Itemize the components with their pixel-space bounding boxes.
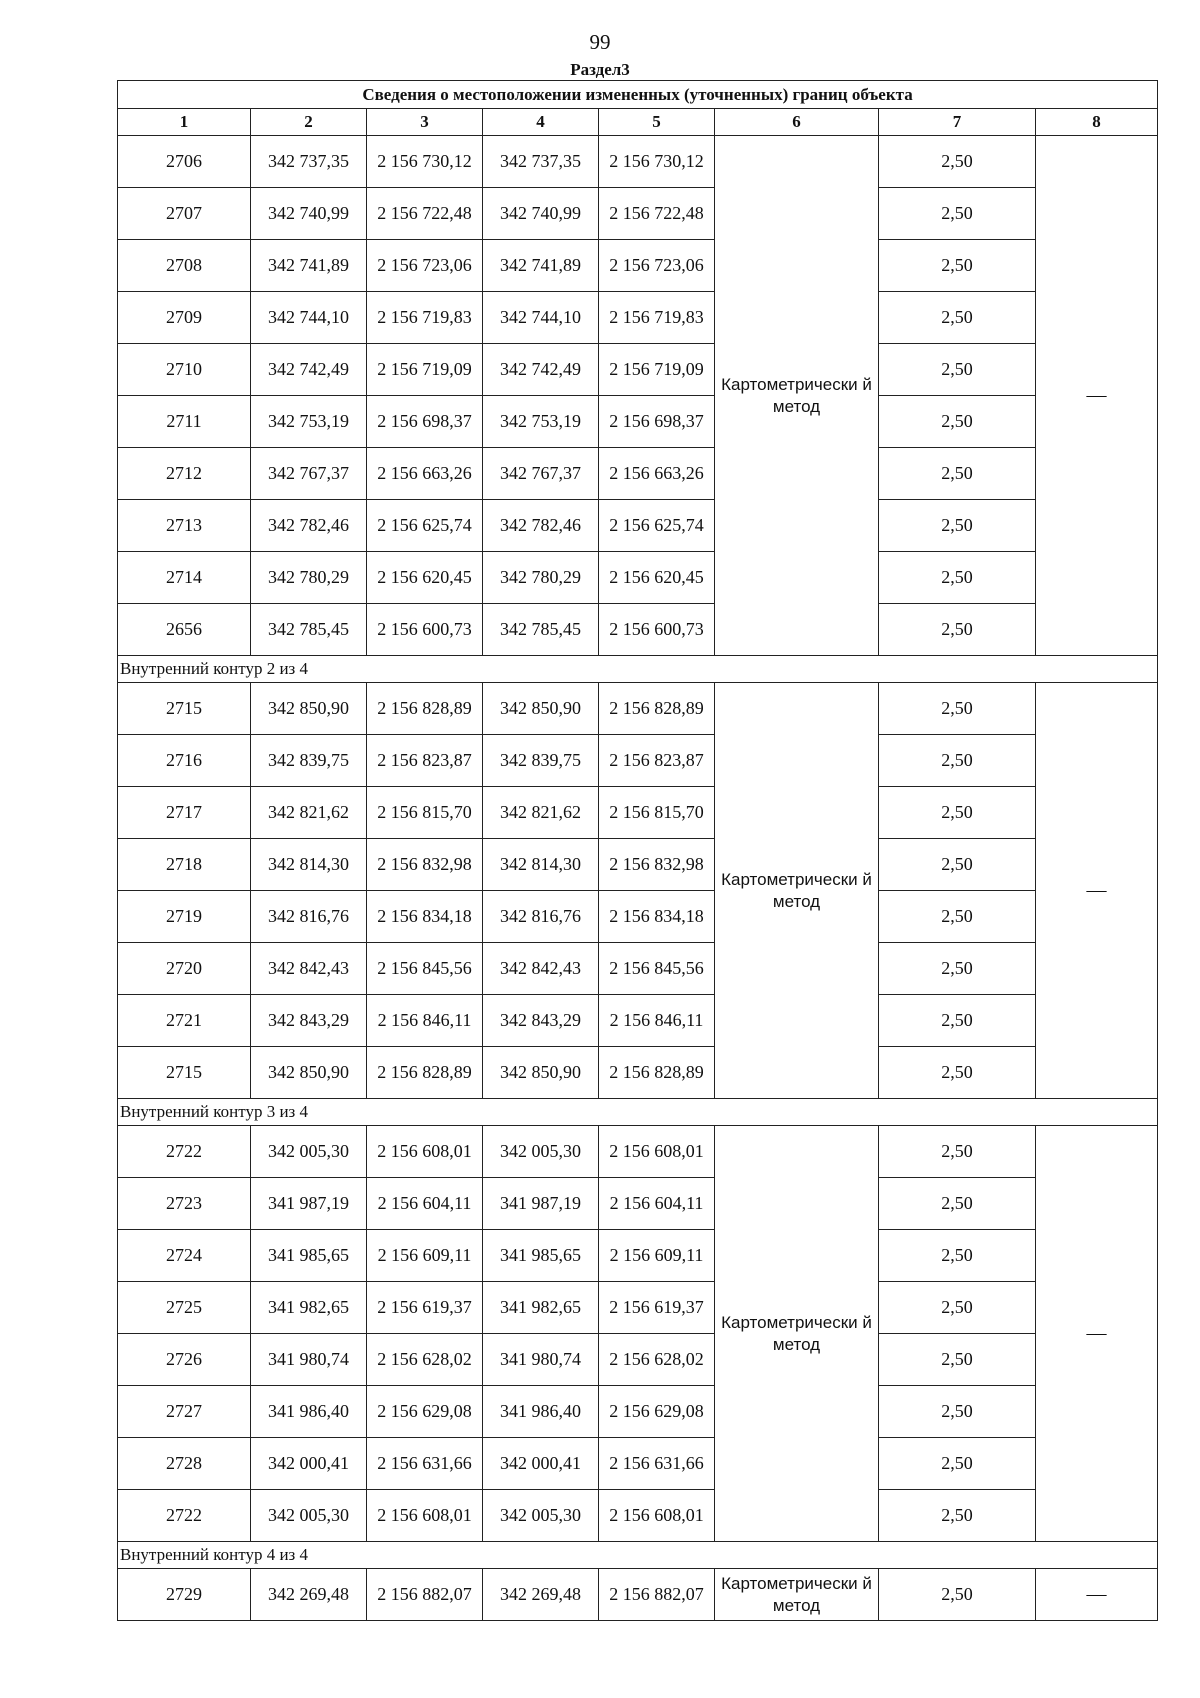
x-old-cell: 342 843,29 xyxy=(251,995,367,1047)
y-new-cell: 2 156 620,45 xyxy=(599,552,715,604)
y-new-cell: 2 156 828,89 xyxy=(599,683,715,735)
y-old-cell: 2 156 823,87 xyxy=(367,735,483,787)
x-new-cell: 342 850,90 xyxy=(483,683,599,735)
accuracy-cell: 2,50 xyxy=(879,448,1036,500)
y-new-cell: 2 156 663,26 xyxy=(599,448,715,500)
x-old-cell: 342 782,46 xyxy=(251,500,367,552)
column-number: 1 xyxy=(118,109,251,136)
y-old-cell: 2 156 846,11 xyxy=(367,995,483,1047)
x-new-cell: 342 269,48 xyxy=(483,1569,599,1621)
table-row xyxy=(118,500,1158,552)
x-new-cell: 342 005,30 xyxy=(483,1490,599,1542)
accuracy-cell: 2,50 xyxy=(879,735,1036,787)
x-old-cell: 341 985,65 xyxy=(251,1230,367,1282)
table-row xyxy=(118,188,1158,240)
y-new-cell: 2 156 828,89 xyxy=(599,1047,715,1099)
column-number: 3 xyxy=(367,109,483,136)
y-new-cell: 2 156 625,74 xyxy=(599,500,715,552)
table-row xyxy=(118,683,1158,735)
x-new-cell: 342 785,45 xyxy=(483,604,599,656)
x-old-cell: 342 741,89 xyxy=(251,240,367,292)
x-new-cell: 341 985,65 xyxy=(483,1230,599,1282)
x-old-cell: 342 744,10 xyxy=(251,292,367,344)
column-number: 5 xyxy=(599,109,715,136)
x-new-cell: 342 753,19 xyxy=(483,396,599,448)
point-number-cell: 2709 xyxy=(118,292,251,344)
x-old-cell: 342 767,37 xyxy=(251,448,367,500)
accuracy-cell: 2,50 xyxy=(879,240,1036,292)
point-number-cell: 2708 xyxy=(118,240,251,292)
accuracy-cell: 2,50 xyxy=(879,995,1036,1047)
accuracy-cell: 2,50 xyxy=(879,1334,1036,1386)
y-new-cell: 2 156 730,12 xyxy=(599,136,715,188)
table-row xyxy=(118,787,1158,839)
y-old-cell: 2 156 625,74 xyxy=(367,500,483,552)
y-old-cell: 2 156 698,37 xyxy=(367,396,483,448)
point-number-cell: 2727 xyxy=(118,1386,251,1438)
method-cell: Картометрически й метод xyxy=(715,136,879,656)
column-8-cell: — xyxy=(1036,136,1158,656)
point-number-cell: 2713 xyxy=(118,500,251,552)
table-body xyxy=(118,136,1158,1621)
point-number-cell: 2723 xyxy=(118,1178,251,1230)
table-row xyxy=(118,1178,1158,1230)
y-old-cell: 2 156 619,37 xyxy=(367,1282,483,1334)
y-new-cell: 2 156 845,56 xyxy=(599,943,715,995)
point-number-cell: 2722 xyxy=(118,1126,251,1178)
accuracy-cell: 2,50 xyxy=(879,396,1036,448)
x-new-cell: 342 821,62 xyxy=(483,787,599,839)
column-number: 6 xyxy=(715,109,879,136)
contour-label-row xyxy=(118,1542,1158,1569)
y-new-cell: 2 156 628,02 xyxy=(599,1334,715,1386)
table-row xyxy=(118,1569,1158,1621)
point-number-cell: 2722 xyxy=(118,1490,251,1542)
accuracy-cell: 2,50 xyxy=(879,943,1036,995)
x-old-cell: 342 850,90 xyxy=(251,683,367,735)
y-new-cell: 2 156 608,01 xyxy=(599,1490,715,1542)
y-new-cell: 2 156 698,37 xyxy=(599,396,715,448)
x-new-cell: 341 980,74 xyxy=(483,1334,599,1386)
point-number-cell: 2715 xyxy=(118,683,251,735)
point-number-cell: 2717 xyxy=(118,787,251,839)
table-row xyxy=(118,735,1158,787)
point-number-cell: 2728 xyxy=(118,1438,251,1490)
x-old-cell: 342 842,43 xyxy=(251,943,367,995)
x-new-cell: 342 780,29 xyxy=(483,552,599,604)
x-old-cell: 341 982,65 xyxy=(251,1282,367,1334)
accuracy-cell: 2,50 xyxy=(879,787,1036,839)
x-new-cell: 342 744,10 xyxy=(483,292,599,344)
table-row xyxy=(118,1047,1158,1099)
method-cell: Картометрически й метод xyxy=(715,1126,879,1542)
x-new-cell: 341 986,40 xyxy=(483,1386,599,1438)
x-new-cell: 342 850,90 xyxy=(483,1047,599,1099)
accuracy-cell: 2,50 xyxy=(879,839,1036,891)
x-old-cell: 342 839,75 xyxy=(251,735,367,787)
point-number-cell: 2712 xyxy=(118,448,251,500)
x-old-cell: 341 987,19 xyxy=(251,1178,367,1230)
y-old-cell: 2 156 719,83 xyxy=(367,292,483,344)
point-number-cell: 2721 xyxy=(118,995,251,1047)
y-new-cell: 2 156 629,08 xyxy=(599,1386,715,1438)
x-new-cell: 342 742,49 xyxy=(483,344,599,396)
accuracy-cell: 2,50 xyxy=(879,1386,1036,1438)
accuracy-cell: 2,50 xyxy=(879,292,1036,344)
y-new-cell: 2 156 600,73 xyxy=(599,604,715,656)
y-new-cell: 2 156 631,66 xyxy=(599,1438,715,1490)
y-old-cell: 2 156 608,01 xyxy=(367,1490,483,1542)
x-new-cell: 342 000,41 xyxy=(483,1438,599,1490)
y-new-cell: 2 156 604,11 xyxy=(599,1178,715,1230)
y-old-cell: 2 156 629,08 xyxy=(367,1386,483,1438)
column-number-row xyxy=(118,109,1158,136)
accuracy-cell: 2,50 xyxy=(879,500,1036,552)
y-old-cell: 2 156 845,56 xyxy=(367,943,483,995)
point-number-cell: 2726 xyxy=(118,1334,251,1386)
x-new-cell: 342 767,37 xyxy=(483,448,599,500)
point-number-cell: 2714 xyxy=(118,552,251,604)
x-old-cell: 342 814,30 xyxy=(251,839,367,891)
point-number-cell: 2725 xyxy=(118,1282,251,1334)
y-new-cell: 2 156 832,98 xyxy=(599,839,715,891)
page-number: 99 xyxy=(589,30,611,54)
y-old-cell: 2 156 723,06 xyxy=(367,240,483,292)
x-new-cell: 342 814,30 xyxy=(483,839,599,891)
table-row xyxy=(118,136,1158,188)
x-old-cell: 342 785,45 xyxy=(251,604,367,656)
accuracy-cell: 2,50 xyxy=(879,136,1036,188)
x-old-cell: 342 753,19 xyxy=(251,396,367,448)
table-row xyxy=(118,240,1158,292)
x-old-cell: 342 269,48 xyxy=(251,1569,367,1621)
y-new-cell: 2 156 719,09 xyxy=(599,344,715,396)
table-row xyxy=(118,1230,1158,1282)
x-new-cell: 342 839,75 xyxy=(483,735,599,787)
accuracy-cell: 2,50 xyxy=(879,891,1036,943)
contour-label-row xyxy=(118,1099,1158,1126)
table-row xyxy=(118,552,1158,604)
y-new-cell: 2 156 608,01 xyxy=(599,1126,715,1178)
contour-label: Внутренний контур 3 из 4 xyxy=(118,1099,1158,1126)
point-number-cell: 2720 xyxy=(118,943,251,995)
accuracy-cell: 2,50 xyxy=(879,604,1036,656)
x-new-cell: 341 982,65 xyxy=(483,1282,599,1334)
table-row xyxy=(118,1126,1158,1178)
accuracy-cell: 2,50 xyxy=(879,1047,1036,1099)
point-number-cell: 2724 xyxy=(118,1230,251,1282)
y-new-cell: 2 156 719,83 xyxy=(599,292,715,344)
table-row xyxy=(118,604,1158,656)
point-number-cell: 2719 xyxy=(118,891,251,943)
x-old-cell: 341 980,74 xyxy=(251,1334,367,1386)
table-row xyxy=(118,1386,1158,1438)
accuracy-cell: 2,50 xyxy=(879,1282,1036,1334)
y-old-cell: 2 156 631,66 xyxy=(367,1438,483,1490)
accuracy-cell: 2,50 xyxy=(879,552,1036,604)
accuracy-cell: 2,50 xyxy=(879,344,1036,396)
y-new-cell: 2 156 834,18 xyxy=(599,891,715,943)
method-cell: Картометрически й метод xyxy=(715,1569,879,1621)
table-row xyxy=(118,891,1158,943)
point-number-cell: 2718 xyxy=(118,839,251,891)
column-number: 8 xyxy=(1036,109,1158,136)
table-row xyxy=(118,839,1158,891)
point-number-cell: 2715 xyxy=(118,1047,251,1099)
point-number-cell: 2729 xyxy=(118,1569,251,1621)
table-row xyxy=(118,292,1158,344)
contour-label: Внутренний контур 4 из 4 xyxy=(118,1542,1158,1569)
boundary-coordinates-table xyxy=(117,80,1158,1621)
x-old-cell: 342 850,90 xyxy=(251,1047,367,1099)
table-row xyxy=(118,1490,1158,1542)
x-new-cell: 342 782,46 xyxy=(483,500,599,552)
accuracy-cell: 2,50 xyxy=(879,1490,1036,1542)
y-new-cell: 2 156 723,06 xyxy=(599,240,715,292)
point-number-cell: 2707 xyxy=(118,188,251,240)
y-new-cell: 2 156 846,11 xyxy=(599,995,715,1047)
y-old-cell: 2 156 882,07 xyxy=(367,1569,483,1621)
x-old-cell: 342 005,30 xyxy=(251,1126,367,1178)
x-old-cell: 342 816,76 xyxy=(251,891,367,943)
column-8-cell: — xyxy=(1036,683,1158,1099)
y-old-cell: 2 156 600,73 xyxy=(367,604,483,656)
accuracy-cell: 2,50 xyxy=(879,1569,1036,1621)
contour-label-row xyxy=(118,656,1158,683)
y-new-cell: 2 156 609,11 xyxy=(599,1230,715,1282)
accuracy-cell: 2,50 xyxy=(879,188,1036,240)
y-old-cell: 2 156 609,11 xyxy=(367,1230,483,1282)
y-new-cell: 2 156 823,87 xyxy=(599,735,715,787)
y-old-cell: 2 156 604,11 xyxy=(367,1178,483,1230)
y-old-cell: 2 156 832,98 xyxy=(367,839,483,891)
y-new-cell: 2 156 815,70 xyxy=(599,787,715,839)
y-old-cell: 2 156 828,89 xyxy=(367,1047,483,1099)
point-number-cell: 2716 xyxy=(118,735,251,787)
table-row xyxy=(118,396,1158,448)
section-label: Раздел3 xyxy=(570,60,630,79)
y-old-cell: 2 156 663,26 xyxy=(367,448,483,500)
accuracy-cell: 2,50 xyxy=(879,1438,1036,1490)
x-new-cell: 342 843,29 xyxy=(483,995,599,1047)
accuracy-cell: 2,50 xyxy=(879,683,1036,735)
y-old-cell: 2 156 722,48 xyxy=(367,188,483,240)
x-old-cell: 342 821,62 xyxy=(251,787,367,839)
table-row xyxy=(118,995,1158,1047)
x-new-cell: 342 816,76 xyxy=(483,891,599,943)
column-8-cell: — xyxy=(1036,1569,1158,1621)
y-old-cell: 2 156 620,45 xyxy=(367,552,483,604)
point-number-cell: 2711 xyxy=(118,396,251,448)
x-new-cell: 342 737,35 xyxy=(483,136,599,188)
table-row xyxy=(118,943,1158,995)
y-new-cell: 2 156 619,37 xyxy=(599,1282,715,1334)
y-old-cell: 2 156 719,09 xyxy=(367,344,483,396)
table-row xyxy=(118,448,1158,500)
y-old-cell: 2 156 608,01 xyxy=(367,1126,483,1178)
x-new-cell: 342 005,30 xyxy=(483,1126,599,1178)
table-row xyxy=(118,1438,1158,1490)
accuracy-cell: 2,50 xyxy=(879,1230,1036,1282)
table-title: Сведения о местоположении измененных (уточненных) границ объекта xyxy=(118,81,1158,109)
accuracy-cell: 2,50 xyxy=(879,1178,1036,1230)
x-old-cell: 342 742,49 xyxy=(251,344,367,396)
x-new-cell: 342 740,99 xyxy=(483,188,599,240)
y-old-cell: 2 156 828,89 xyxy=(367,683,483,735)
y-new-cell: 2 156 882,07 xyxy=(599,1569,715,1621)
column-8-cell: — xyxy=(1036,1126,1158,1542)
column-number: 2 xyxy=(251,109,367,136)
x-old-cell: 342 740,99 xyxy=(251,188,367,240)
column-number: 7 xyxy=(879,109,1036,136)
y-old-cell: 2 156 815,70 xyxy=(367,787,483,839)
point-number-cell: 2656 xyxy=(118,604,251,656)
x-old-cell: 342 005,30 xyxy=(251,1490,367,1542)
table-row xyxy=(118,1282,1158,1334)
y-old-cell: 2 156 628,02 xyxy=(367,1334,483,1386)
y-old-cell: 2 156 730,12 xyxy=(367,136,483,188)
table-row xyxy=(118,344,1158,396)
column-number: 4 xyxy=(483,109,599,136)
x-old-cell: 342 780,29 xyxy=(251,552,367,604)
method-cell: Картометрически й метод xyxy=(715,683,879,1099)
x-old-cell: 342 737,35 xyxy=(251,136,367,188)
x-old-cell: 342 000,41 xyxy=(251,1438,367,1490)
y-new-cell: 2 156 722,48 xyxy=(599,188,715,240)
x-new-cell: 342 741,89 xyxy=(483,240,599,292)
x-new-cell: 341 987,19 xyxy=(483,1178,599,1230)
x-old-cell: 341 986,40 xyxy=(251,1386,367,1438)
contour-label: Внутренний контур 2 из 4 xyxy=(118,656,1158,683)
point-number-cell: 2706 xyxy=(118,136,251,188)
x-new-cell: 342 842,43 xyxy=(483,943,599,995)
point-number-cell: 2710 xyxy=(118,344,251,396)
accuracy-cell: 2,50 xyxy=(879,1126,1036,1178)
y-old-cell: 2 156 834,18 xyxy=(367,891,483,943)
table-row xyxy=(118,1334,1158,1386)
